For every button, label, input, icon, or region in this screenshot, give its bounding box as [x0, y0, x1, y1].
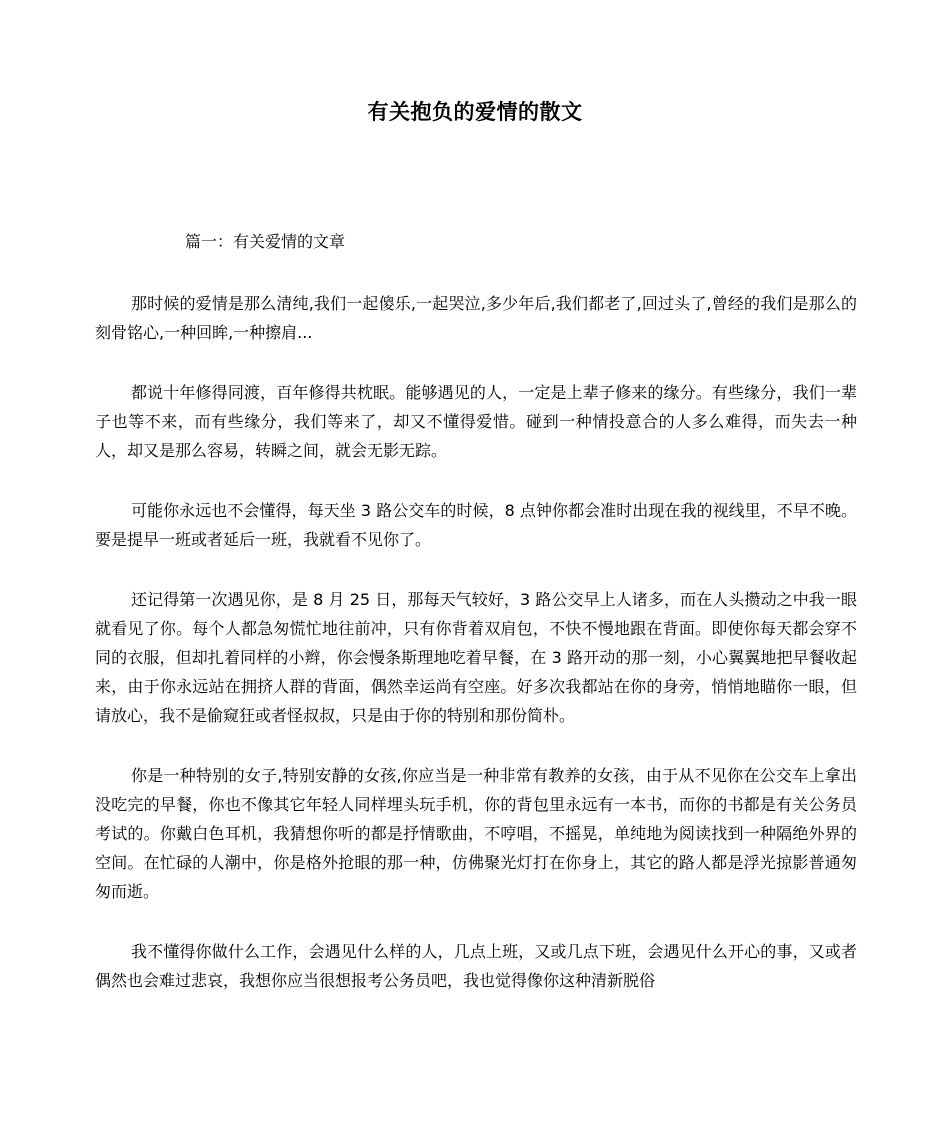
paragraph: 你是一种特别的女子,特别安静的女孩,你应当是一种非常有教养的女孩，由于从不见你在公交车上拿出没吃完的早餐，你也不像其它年轻人同样埋头玩手机，你的背包里永远有一本书，而你的书都是有关公务员考试的。你戴白色耳机，我猜想你听的都是抒情歌曲，不哼唱，不摇晃，单纯地为阅读找到一种隔绝外界的空间。在忙碌的人潮中，你是格外抢眼的那一种，仿佛聚光灯打在你身上，其它的路人都是浮光掠影普通匆匆而逝。 [95, 766, 857, 901]
paragraph: 我不懂得你做什么工作，会遇见什么样的人，几点上班，又或几点下班，会遇见什么开心的事，又或者偶然也会难过悲哀，我想你应当很想报考公务员吧，我也觉得像你这种清新脱俗 [95, 942, 857, 990]
paragraph: 那时候的爱情是那么清纯,我们一起傻乐,一起哭泣,多少年后,我们都老了,回过头了,曾经的我们是那么的刻骨铭心,一种回眸,一种擦肩... [95, 294, 857, 342]
article-body [95, 289, 857, 1026]
paragraph: 可能你永远也不会懂得，每天坐 3 路公交车的时候，8 点钟你都会准时出现在我的视线里，不早不晚。要是提早一班或者延后一班，我就看不见你了。 [95, 501, 857, 549]
document-title: 有关抱负的爱情的散文 [367, 100, 583, 124]
section-heading: 篇一：有关爱情的文章 [185, 232, 346, 251]
paragraph: 还记得第一次遇见你，是 8 月 25 日，那每天气较好，3 路公交早上人诸多，而在人头攒动之中我一眼就看见了你。每个人都急匆慌忙地往前冲，只有你背着双肩包，不快不慢地跟在背面。即使你每天都会穿不同的衣服，但却扎着同样的小辫，你会慢条斯理地吃着早餐，在 3 路开动的那一刻，小心翼翼地把早餐收起来，由于你永远站在拥挤人群的背面，偶然幸运尚有空座。好多次我都站在你的身旁，悄悄地瞄你一眼，但请放心，我不是偷窥狂或者怪叔叔，只是由于你的特别和那份简朴。 [95, 590, 857, 725]
paragraph: 都说十年修得同渡，百年修得共枕眠。能够遇见的人，一定是上辈子修来的缘分。有些缘分，我们一辈子也等不来，而有些缘分，我们等来了，却又不懂得爱惜。碰到一种情投意合的人多么难得，而失去一种人，却又是那么容易，转瞬之间，就会无影无踪。 [95, 383, 857, 460]
